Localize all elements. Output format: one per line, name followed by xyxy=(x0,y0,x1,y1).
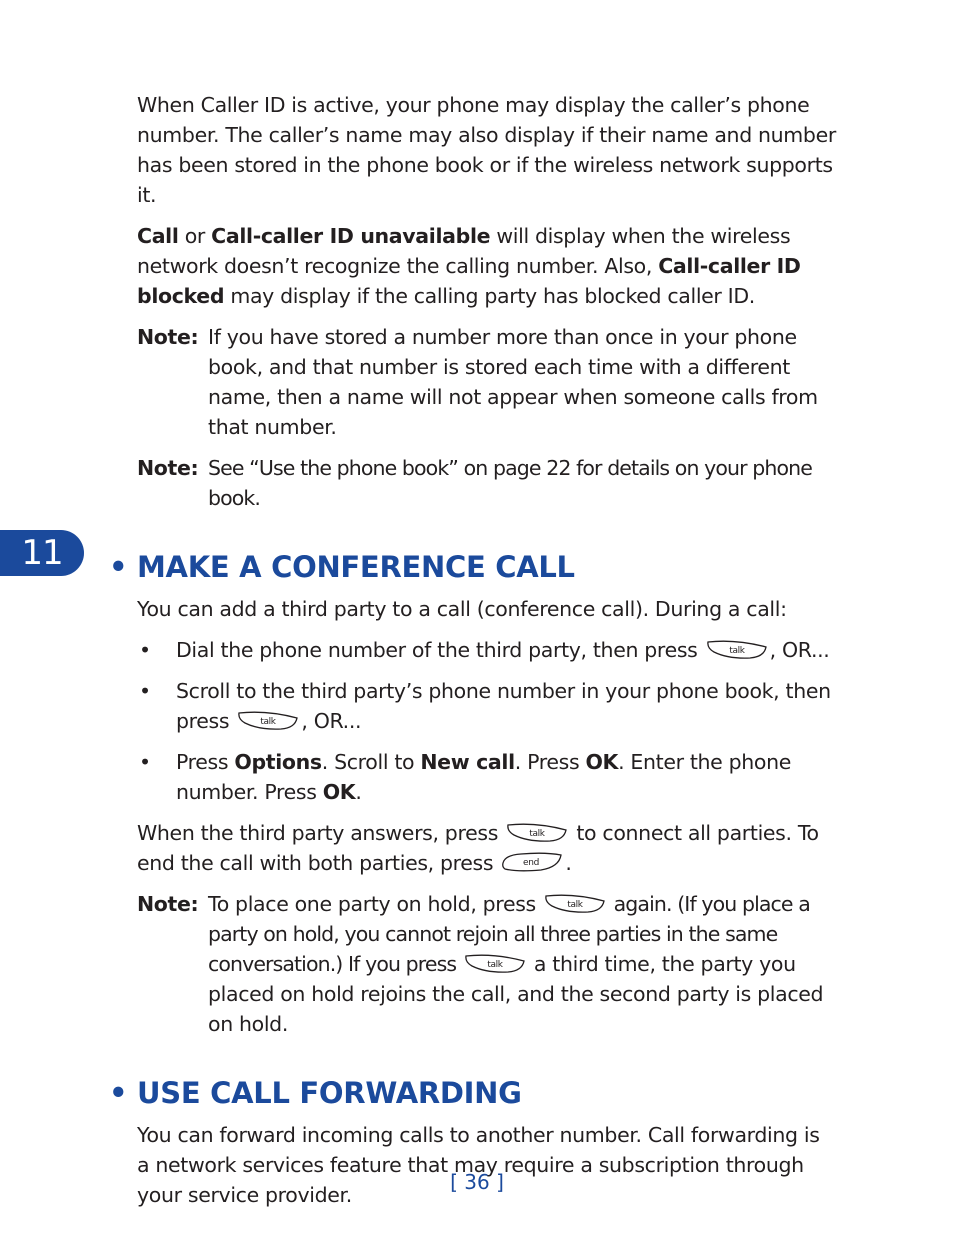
talk-key-icon xyxy=(706,638,768,660)
heading-title: MAKE A CONFERENCE CALL xyxy=(137,550,575,584)
talk-key-icon xyxy=(544,892,606,914)
talk-key-icon xyxy=(506,821,568,843)
section-heading-conference-call xyxy=(109,548,837,586)
note-phone-book-duplicates xyxy=(137,322,837,442)
caller-id-paragraph: Call or Call-caller ID unavailable will display when the wireless network doesn’t recognize the calling number. Also, Call-caller ID blocked may display if the calling party has blocked caller ID. xyxy=(137,224,801,308)
note-text: To place one party on hold, press talk again. (If you place a party on hold, you cannot rejoin all three parties in the same conversation.) If you press talk a third time, the party you placed on hold rejoins the call, and the second party is placed on hold. xyxy=(208,892,824,1036)
bold-term: Options xyxy=(234,750,322,774)
conference-intro: You can add a third party to a call (conference call). During a call: xyxy=(137,597,787,621)
bullet-dot: • xyxy=(139,750,151,774)
bullet-dot: • xyxy=(139,638,151,662)
bullet-dot: • xyxy=(139,679,151,703)
bold-term: OK xyxy=(322,780,356,804)
svg-text:talk: talk xyxy=(487,960,503,970)
note-see-phone-book xyxy=(137,453,837,513)
chapter-tab: 11 xyxy=(0,530,84,576)
note-label: Note: xyxy=(137,325,199,349)
list-item: • Dial the phone number of the third party, then press talk , OR... xyxy=(137,635,837,665)
svg-text:talk: talk xyxy=(260,717,277,727)
heading-bullet: • xyxy=(109,1076,128,1110)
svg-text:talk: talk xyxy=(567,900,583,910)
note-text: See “Use the phone book” on page 22 for details on your phone book. xyxy=(208,456,812,510)
bold-term: Call-caller ID blocked xyxy=(137,254,801,308)
talk-key-icon xyxy=(464,952,526,974)
note-label: Note: xyxy=(137,892,199,916)
svg-text:talk: talk xyxy=(728,646,745,656)
talk-key-icon xyxy=(237,709,299,731)
note-label: Note: xyxy=(137,456,199,480)
bold-term: Call xyxy=(137,224,179,248)
svg-text:end: end xyxy=(523,858,540,868)
call-forwarding-paragraph: You can forward incoming calls to another number. Call forwarding is a network services feature that may require a subscription through your service provider. xyxy=(137,1123,820,1207)
list-item: • Press Options. Scroll to New call. Press OK. Enter the phone number. Press OK. xyxy=(137,747,837,807)
section-heading-call-forwarding xyxy=(109,1074,837,1112)
note-hold-party xyxy=(137,889,837,1039)
note-text: If you have stored a number more than once in your phone book, and that number is stored each time with a different name, then a name will not appear when someone calls from that number. xyxy=(208,325,818,439)
end-key-icon xyxy=(501,851,563,873)
page-content xyxy=(109,90,837,1221)
svg-text:talk: talk xyxy=(529,829,545,839)
bold-term: New call xyxy=(420,750,515,774)
conference-connect-paragraph: When the third party answers, press talk to connect all parties. To end the call with both parties, press end . xyxy=(137,821,819,875)
heading-bullet: • xyxy=(109,550,128,584)
bold-term: Call-caller ID unavailable xyxy=(211,224,491,248)
page-number: [ 36 ] xyxy=(450,1170,504,1194)
conference-steps-list xyxy=(137,635,837,807)
list-item: • Scroll to the third party’s phone number in your phone book, then press talk , OR... xyxy=(137,676,837,736)
heading-title: USE CALL FORWARDING xyxy=(137,1076,522,1110)
bold-term: OK xyxy=(585,750,619,774)
intro-paragraph: When Caller ID is active, your phone may display the caller’s phone number. The caller’s name may also display if their name and number has been stored in the phone book or if the wireless network supports it. xyxy=(137,93,836,207)
